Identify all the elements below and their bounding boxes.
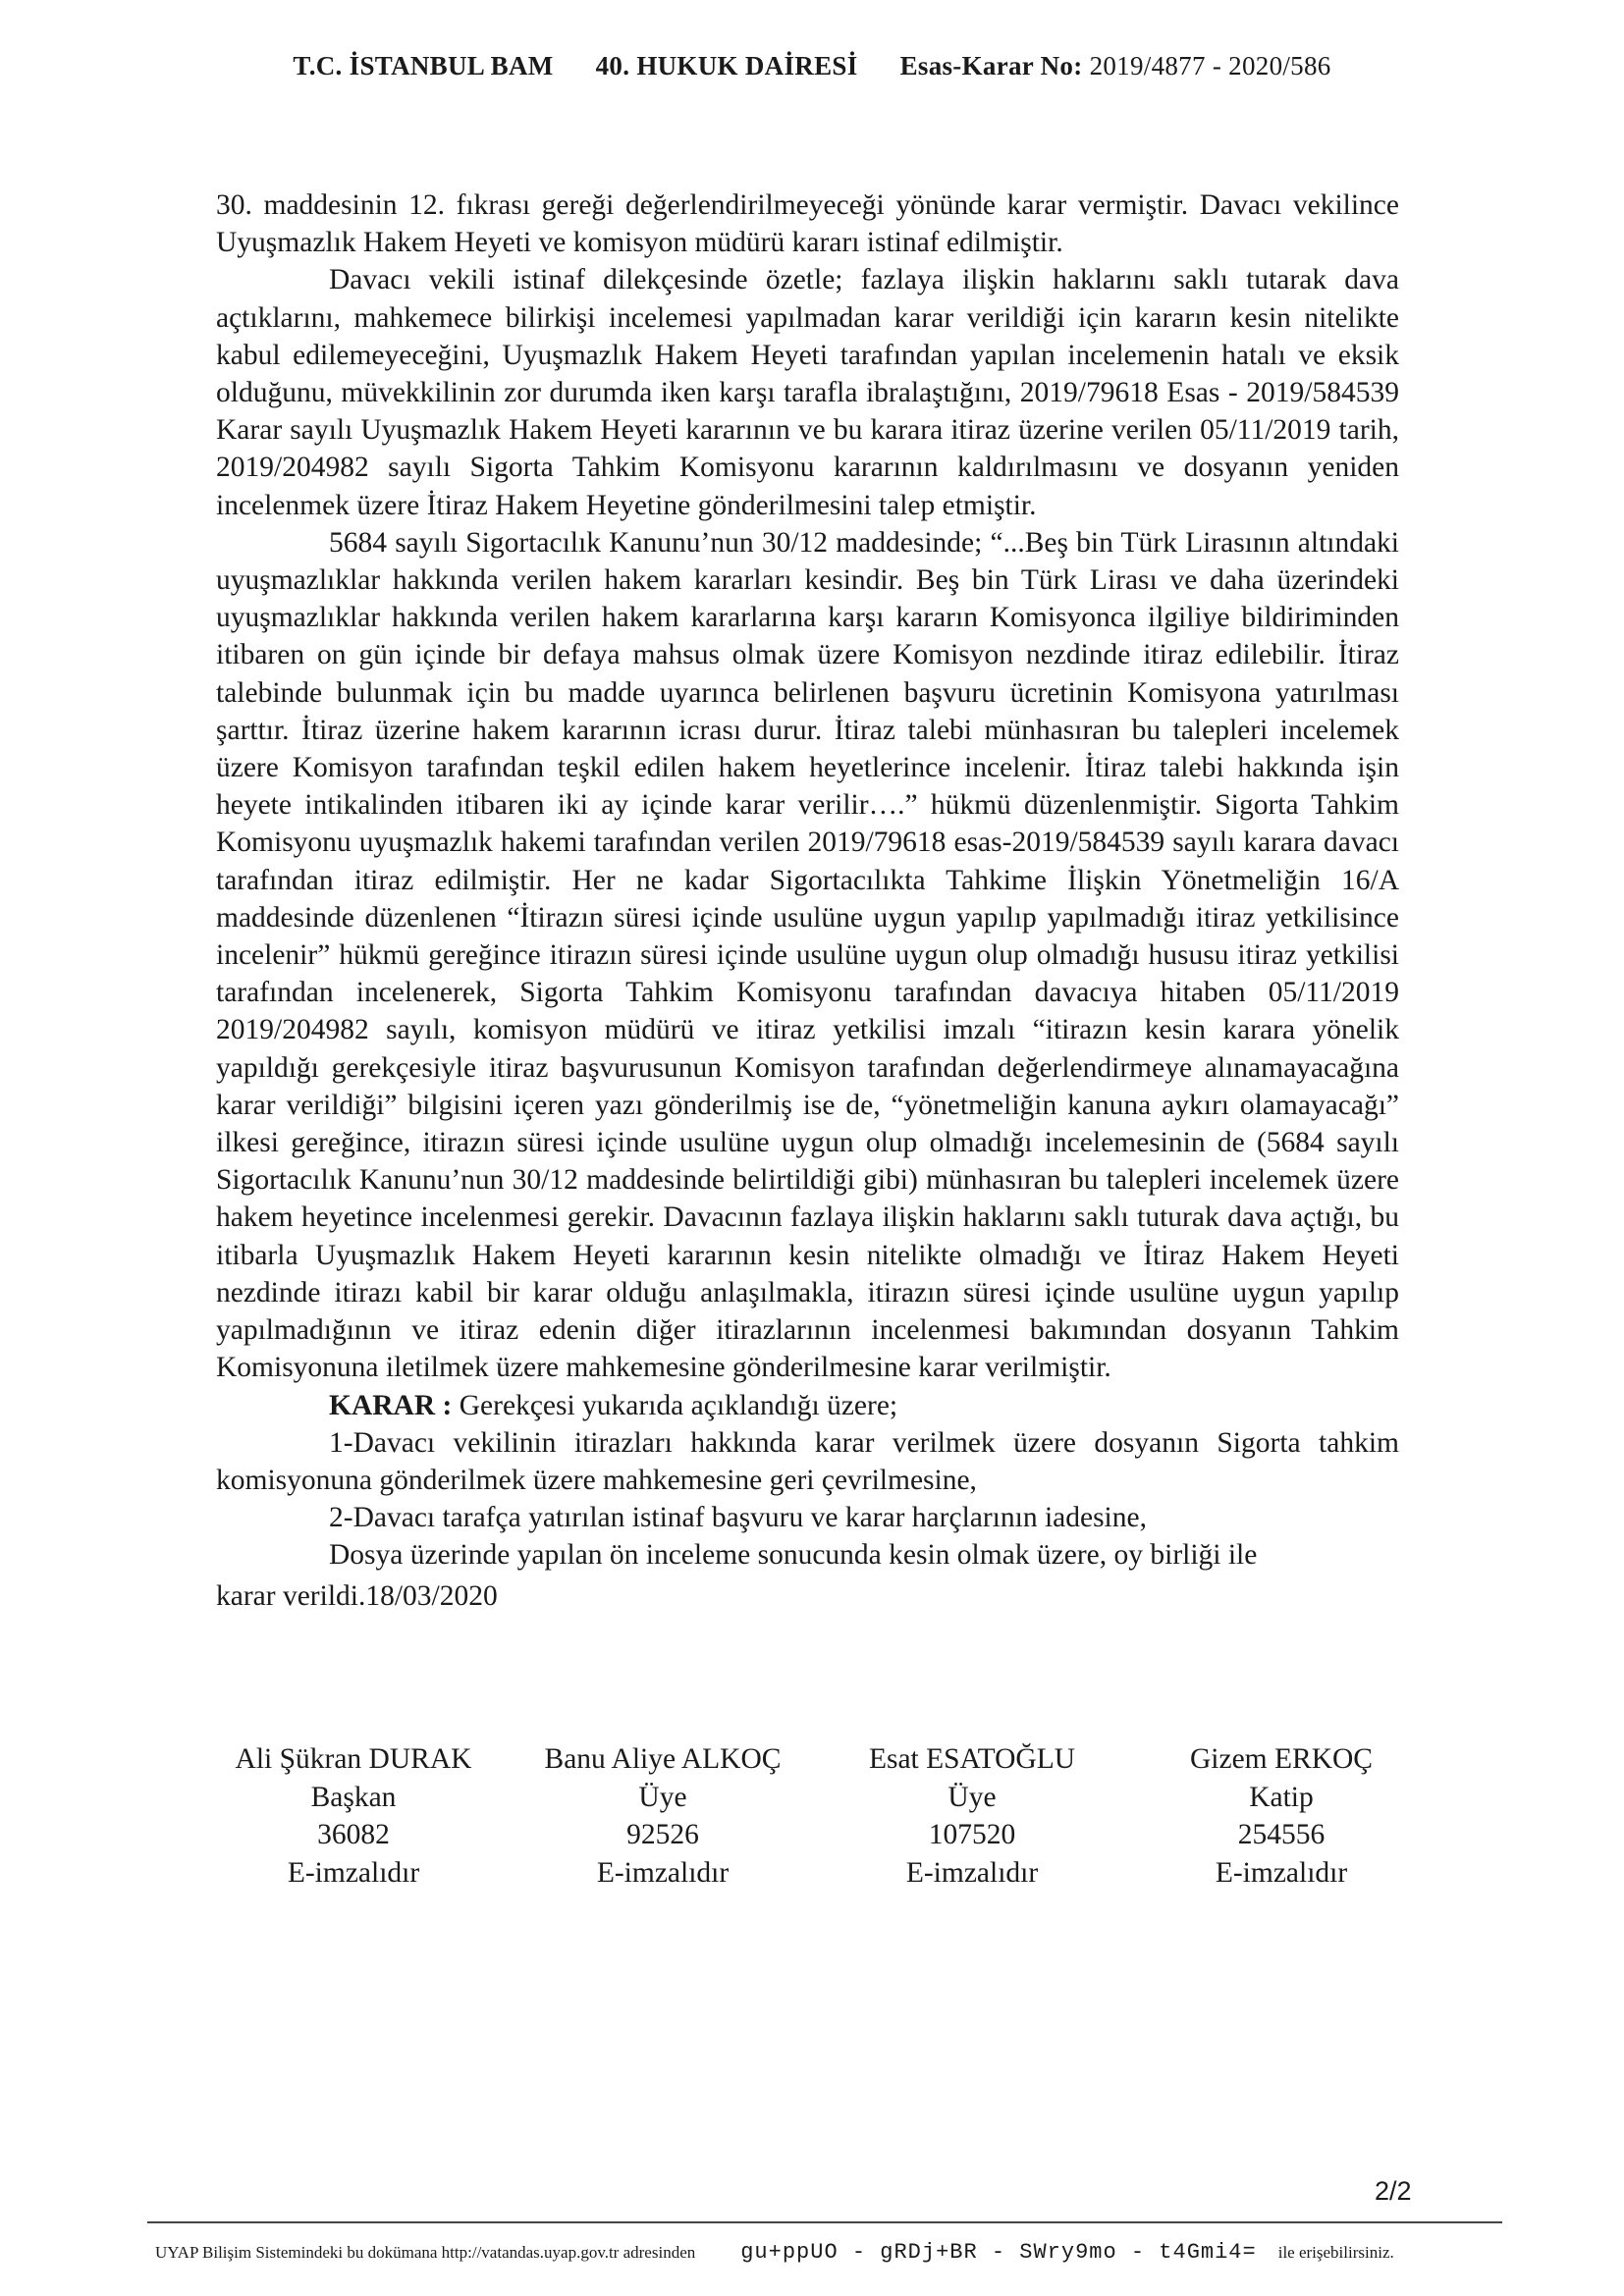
verdict-intro: Gerekçesi yukarıda açıklandığı üzere; (452, 1389, 898, 1421)
signer-number: 254556 (1237, 1819, 1326, 1850)
department-name: 40. HUKUK DAİRESİ (595, 51, 858, 80)
verdict-item-2: 2-Davacı tarafça yatırılan istinaf başvuru ve karar harçlarının iadesine, (329, 1502, 1147, 1534)
signature-status: E-imzalıdır (905, 1856, 1039, 1889)
signature-block (201, 1740, 1434, 1892)
document-footer (155, 2240, 1500, 2265)
paragraph-continuation: 30. maddesinin 12. fıkrası gereği değerlendirilmeyeceği yönünde karar vermiştir. Davacı vekilince Uyuşmazlık Hakem Heyeti ve komisyon müdürü kararı istinaf edilmiştir. (216, 189, 1399, 259)
signer-name: Ali Şükran DURAK (235, 1743, 472, 1775)
closing-statement: Dosya üzerinde yapılan ön inceleme sonucunda kesin olmak üzere, oy birliği ile (329, 1539, 1258, 1572)
signer-name: Gizem ERKOÇ (1190, 1743, 1373, 1775)
signer-number: 36082 (317, 1819, 390, 1850)
verdict-item-1: 1-Davacı vekilinin itirazları hakkında karar verilmek üzere dosyanın Sigorta tahkim komisyonuna gönderilmek üzere mahkemesine geri çevrilmesine, (216, 1426, 1399, 1496)
court-name: T.C. İSTANBUL BAM (293, 51, 554, 80)
decision-body (216, 187, 1399, 1615)
document-header (0, 51, 1624, 81)
footer-divider (147, 2221, 1502, 2223)
paragraph-verdict (216, 1387, 1399, 1424)
signature-president (201, 1740, 506, 1892)
signature-clerk (1129, 1740, 1434, 1892)
document-verification-code: gu+ppUO - gRDj+BR - SWry9mo - t4Gmi4= (740, 2240, 1257, 2265)
decision-date-line: karar verildi.18/03/2020 (216, 1579, 498, 1612)
footer-access-text: UYAP Bilişim Sistemindeki bu dokümana http://vatandas.uyap.gov.tr adresinden (155, 2243, 696, 2262)
signer-role: Başkan (310, 1781, 397, 1813)
signature-status: E-imzalıdır (1215, 1856, 1348, 1889)
verdict-label: KARAR : (329, 1389, 453, 1421)
signature-member-2 (820, 1740, 1124, 1892)
signer-name: Banu Aliye ALKOÇ (544, 1743, 782, 1775)
signer-role: Üye (947, 1781, 997, 1813)
signer-number: 107520 (928, 1819, 1016, 1850)
footer-access-suffix: ile erişebilirsiniz. (1277, 2243, 1394, 2262)
signer-number: 92526 (626, 1819, 699, 1850)
case-number-label: Esas-Karar No: (899, 51, 1083, 80)
paragraph-appeal-summary: Davacı vekili istinaf dilekçesinde özetle; fazlaya ilişkin haklarını saklı tutarak dava açtıklarını, mahkemece bilirkişi incelemesi yapılmadan karar verildiği için kararın kesin nitelikte kabul edilemeyeceğini, Uyuşmazlık Hakem Heyeti tarafından yapılan incelemenin hatalı ve eksik olduğunu, müvekkilinin zor durumda iken karşı tarafla ibralaştığını, 2019/79618 Esas - 2019/584539 Karar sayılı Uyuşmazlık Hakem Heyeti kararının ve bu karara itiraz üzerine verilen 05/11/2019 tarih, 2019/204982 sayılı Sigorta Tahkim Komisyonu kararının kaldırılmasını ve dosyanın yeniden incelenmek üzere İtiraz Hakem Heyetine gönderilmesini talep etmiştir. (216, 264, 1399, 521)
signer-role: Katip (1249, 1781, 1314, 1813)
signature-member-1 (511, 1740, 815, 1892)
signer-role: Üye (638, 1781, 687, 1813)
signature-status: E-imzalıdır (596, 1856, 730, 1889)
case-number-value: 2019/4877 - 2020/586 (1089, 51, 1331, 80)
page-number: 2/2 (1375, 2176, 1412, 2206)
signer-name: Esat ESATOĞLU (868, 1743, 1076, 1775)
signature-status: E-imzalıdır (287, 1856, 420, 1889)
paragraph-legal-reasoning: 5684 sayılı Sigortacılık Kanunu’nun 30/12 maddesinde; “...Beş bin Türk Lirasının altındaki uyuşmazlıklar hakkında verilen hakem kararları kesindir. Beş bin Türk Lirası ve daha üzerindeki uyuşmazlıklar hakkında verilen hakem kararlarına karşı kararın Komisyonca ilgiliye bildiriminden itibaren on gün içinde bir defaya mahsus olmak üzere Komisyon nezdinde itiraz edilebilir. İtiraz talebinde bulunmak için bu madde uyarınca belirlenen başvuru ücretinin Komisyona yatırılması şarttır. İtiraz üzerine hakem kararının icrası durur. İtiraz talebi münhasıran bu talepleri incelemek üzere Komisyon tarafından teşkil edilen hakem heyetlerince incelenir. İtiraz talebi hakkında işin heyete intikalinden itibaren iki ay içinde karar verilir….” hükmü düzenlenmiştir. Sigorta Tahkim Komisyonu uyuşmazlık hakemi tarafından verilen 2019/79618 esas-2019/584539 sayılı karara davacı tarafından itiraz edilmiştir. Her ne kadar Sigortacılıkta Tahkime İlişkin Yönetmeliğin 16/A maddesinde düzenlenen “İtirazın süresi içinde usulüne uygun yapılıp yapılmadığı itiraz yetkilisince incelenir” hükmü gereğince itirazın süresi içinde usulüne uygun olup olmadığı hususu itiraz yetkilisi tarafından incelenerek, Sigorta Tahkim Komisyonu tarafından davacıya hitaben 05/11/2019 2019/204982 sayılı, komisyon müdürü ve itiraz yetkilisi imzalı “itirazın kesin karara yönelik yapıldığı gerekçesiyle itiraz başvurusunun Komisyon tarafından değerlendirmeye alınamayacağına karar verildiği” bilgisini içeren yazı gönderilmiş ise de, “yönetmeliğin kanuna aykırı olamayacağı” ilkesi gereğince, itirazın süresi içinde usulüne uygun olup olmadığı incelemesinin de (5684 sayılı Sigortacılık Kanunu’nun 30/12 maddesinde belirtildiği gibi) münhasıran bu talepleri incelemek üzere hakem heyetince incelenmesi gerekir. Davacının fazlaya ilişkin haklarını saklı tuturak dava açtığı, bu itibarla Uyuşmazlık Hakem Heyeti kararının kesin nitelikte olmadığı ve İtiraz Hakem Heyeti nezdinde itirazı kabil bir karar olduğu anlaşılmakla, itirazın süresi içinde usulüne uygun yapılıp yapılmadığının ve itiraz edenin diğer itirazlarının incelenmesi bakımından dosyanın Tahkim Komisyonuna iletilmek üzere mahkemesine gönderilmesine karar verilmiştir. (216, 526, 1399, 1384)
